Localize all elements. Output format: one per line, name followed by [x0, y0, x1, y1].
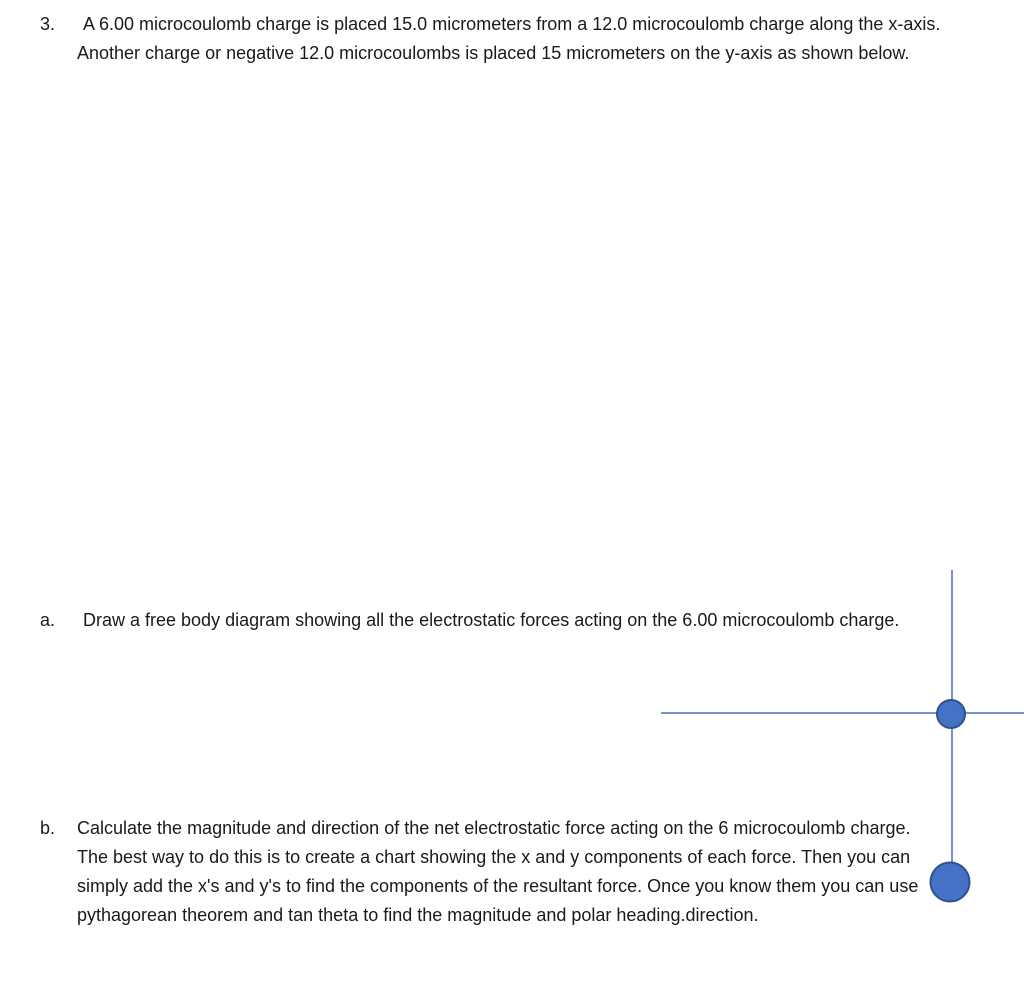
- question-number: 3.: [40, 14, 56, 34]
- part-b-label: b.: [40, 818, 56, 838]
- charge-negative-12uC-on-y-axis: [931, 863, 970, 902]
- part-a-text: Draw a free body diagram showing all the electrostatic forces acting on the 6.00 microcoulomb charge.: [83, 610, 900, 630]
- question-text: A 6.00 microcoulomb charge is placed 15.0 micrometers from a 12.0 microcoulomb charge along the x-axis. Another charge or negative 12.0 microcoulombs is placed 15 micrometers on the y-axis as shown below.: [77, 14, 941, 63]
- charge-12uC-on-x-axis: [937, 700, 965, 728]
- part-a-label: a.: [40, 610, 56, 630]
- part-b-text: Calculate the magnitude and direction of the net electrostatic force acting on the 6 microcoulomb charge. The best way to do this is to create a chart showing the x and y components of each force. Then you can simply add the x's and y's to find the components of the resultant force. Once you know them you can use pythagorean theorem and tan theta to find the magnitude and polar heading.direction.: [77, 818, 919, 925]
